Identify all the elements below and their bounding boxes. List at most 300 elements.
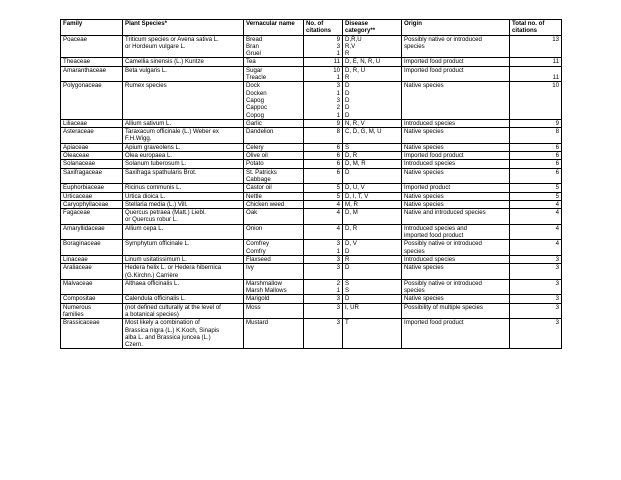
cell-origin	[402, 160, 510, 168]
cell-disease-category	[343, 66, 402, 82]
cell-disease-category-line: D, I, T, V	[345, 192, 369, 200]
cell-origin-line: Imported food product	[404, 319, 464, 327]
cell-disease-category-line: D, R, U	[345, 66, 365, 74]
cell-family-line: Compositae	[63, 295, 96, 303]
cell-vernacular-name	[244, 82, 304, 119]
cell-family	[61, 128, 123, 144]
cell-total-citations-line: 4	[555, 240, 559, 248]
cell-family	[61, 152, 123, 160]
cell-family-line: Urticaceae	[63, 192, 93, 200]
cell-no-of-citations-line: 9	[336, 119, 340, 127]
cell-disease-category-line: D	[345, 82, 350, 90]
cell-total-citations-line: 8	[555, 128, 559, 136]
cell-origin-line: Imported food product	[404, 58, 464, 66]
cell-family	[61, 58, 123, 66]
cell-plant-species-line: Stellaria media (L.) Vill.	[125, 200, 188, 208]
cell-vernacular-name	[244, 66, 304, 82]
cell-plant-species	[123, 58, 244, 66]
cell-plant-species-line: or Hordeum vulgare L.	[125, 42, 186, 50]
cell-total-citations-line: 4	[555, 200, 559, 208]
cell-origin	[402, 128, 510, 144]
cell-disease-category	[343, 295, 402, 303]
table-row	[61, 152, 562, 160]
cell-no-of-citations-line: 8	[336, 128, 340, 136]
cell-total-citations	[510, 240, 562, 256]
cell-disease-category-line: S	[345, 279, 350, 287]
table-row	[61, 35, 562, 58]
cell-no-of-citations-line: 3	[336, 264, 340, 272]
cell-total-citations-line: 4	[555, 224, 559, 232]
cell-family	[61, 240, 123, 256]
header-family: Family	[61, 20, 123, 36]
cell-plant-species	[123, 143, 244, 151]
cell-family-line: Polygonaceae	[63, 82, 102, 90]
cell-no-of-citations	[304, 240, 343, 256]
table-row	[61, 224, 562, 240]
cell-origin-line: Native species	[404, 143, 444, 151]
cell-origin-line: species	[404, 42, 425, 50]
table-row	[61, 128, 562, 144]
cell-no-of-citations-line: 1	[336, 247, 340, 255]
cell-family-line: Linaceae	[63, 255, 88, 263]
cell-total-citations-line	[512, 67, 559, 74]
cell-total-citations-line: 6	[555, 152, 559, 160]
cell-plant-species-line: Althaea officinalis L.	[125, 279, 180, 287]
cell-family	[61, 184, 123, 192]
cell-no-of-citations-line: 3	[336, 240, 340, 248]
cell-vernacular-name-line: Chicken weed	[246, 200, 285, 208]
cell-disease-category-line: M, R	[345, 200, 358, 208]
cell-disease-category-line: D, V	[345, 240, 357, 248]
cell-plant-species-line: Brassica nigra (L.) K.Koch, Sinapis	[125, 326, 220, 334]
cell-total-citations	[510, 192, 562, 200]
cell-family-line: Fagaceae	[63, 209, 91, 217]
cell-disease-category	[343, 160, 402, 168]
cell-disease-category-line: D, R	[345, 152, 358, 160]
cell-origin-line: imported food product	[404, 232, 464, 240]
cell-vernacular-name	[244, 303, 304, 319]
cell-disease-category	[343, 192, 402, 200]
table-body	[61, 35, 562, 349]
cell-plant-species	[123, 209, 244, 225]
cell-origin	[402, 224, 510, 240]
cell-total-citations	[510, 303, 562, 319]
cell-total-citations	[510, 295, 562, 303]
cell-vernacular-name-line: Copog	[246, 111, 264, 119]
cell-vernacular-name-line: Marigold	[246, 295, 270, 303]
cell-vernacular-name-line: Castor oil	[246, 184, 272, 192]
cell-no-of-citations	[304, 66, 343, 82]
cell-no-of-citations	[304, 295, 343, 303]
cell-origin-line: Native species	[404, 192, 444, 200]
table-row	[61, 143, 562, 151]
cell-disease-category-line: D	[345, 89, 350, 97]
cell-plant-species-line: (not defined culturally at the level of	[125, 303, 221, 311]
cell-total-citations-line: 6	[555, 160, 559, 168]
cell-family-line: Solanaceae	[63, 160, 96, 168]
cell-disease-category-line: N, R, V	[345, 119, 365, 127]
cell-disease-category	[343, 152, 402, 160]
cell-disease-category-line: R	[345, 74, 350, 82]
cell-no-of-citations	[304, 184, 343, 192]
cell-vernacular-name-line: Flaxseed	[246, 255, 271, 263]
cell-plant-species	[123, 200, 244, 208]
cell-origin	[402, 295, 510, 303]
cell-plant-species-line: Linum usitatissimum L.	[125, 255, 187, 263]
cell-origin-line: Imported food product	[404, 66, 464, 74]
cell-family	[61, 119, 123, 127]
cell-disease-category	[343, 82, 402, 119]
cell-disease-category-line: I, UR	[345, 303, 359, 311]
cell-vernacular-name	[244, 143, 304, 151]
header-origin: Origin	[402, 20, 510, 36]
cell-plant-species-line: Most likely a combination of	[125, 319, 200, 327]
cell-plant-species	[123, 66, 244, 82]
cell-origin	[402, 192, 510, 200]
cell-origin-line: Possibly native or introduced	[404, 279, 482, 287]
cell-vernacular-name-line: Bran	[246, 42, 259, 50]
cell-family	[61, 209, 123, 225]
cell-disease-category-line: D	[345, 96, 350, 104]
cell-disease-category	[343, 240, 402, 256]
cell-family-line: Boraginaceae	[63, 240, 101, 248]
cell-total-citations	[510, 168, 562, 184]
cell-vernacular-name	[244, 319, 304, 349]
cell-no-of-citations-line: 3	[336, 82, 340, 90]
cell-total-citations-line: 3	[555, 255, 559, 263]
cell-no-of-citations-line: 2	[336, 104, 340, 112]
cell-no-of-citations-line: 3	[336, 319, 340, 327]
table-row	[61, 264, 562, 280]
cell-no-of-citations	[304, 192, 343, 200]
cell-plant-species-line: Beta vulgaris L.	[125, 66, 168, 74]
cell-plant-species-line: Saxifraga spathularis Brot.	[125, 168, 197, 176]
cell-disease-category-line: D	[345, 168, 350, 176]
cell-no-of-citations-line: 1	[336, 50, 340, 58]
cell-plant-species	[123, 168, 244, 184]
cell-disease-category-line: C, D, G, M, U	[345, 128, 382, 136]
cell-total-citations	[510, 152, 562, 160]
cell-total-citations	[510, 82, 562, 119]
table-row	[61, 200, 562, 208]
cell-total-citations	[510, 35, 562, 58]
cell-total-citations-line: 5	[555, 192, 559, 200]
cell-family	[61, 255, 123, 263]
cell-origin-line: Introduced species	[404, 255, 456, 263]
cell-plant-species	[123, 264, 244, 280]
cell-family	[61, 160, 123, 168]
header-vernacular-name: Vernacular name	[244, 20, 304, 36]
cell-plant-species	[123, 279, 244, 295]
cell-plant-species-line: Allium sativum L.	[125, 119, 172, 127]
cell-no-of-citations-line: 6	[336, 152, 340, 160]
cell-total-citations-line: 9	[555, 119, 559, 127]
cell-disease-category-line: R,V	[345, 42, 356, 50]
cell-total-citations-line: 3	[555, 295, 559, 303]
cell-total-citations-line: 3	[555, 319, 559, 327]
cell-vernacular-name	[244, 209, 304, 225]
cell-vernacular-name-line: Cabbage	[246, 175, 271, 183]
cell-vernacular-name	[244, 255, 304, 263]
cell-plant-species	[123, 224, 244, 240]
cell-no-of-citations-line: 1	[336, 287, 340, 295]
cell-plant-species-line: Czern.	[125, 341, 143, 349]
cell-no-of-citations-line: 3	[336, 303, 340, 311]
cell-family-line: Amaryllidaceae	[63, 224, 105, 232]
cell-plant-species-line: Calendula officinalis L.	[125, 295, 186, 303]
table-row	[61, 319, 562, 349]
cell-vernacular-name-line: Dandelion	[246, 128, 274, 136]
cell-disease-category-line: D, M	[345, 209, 358, 217]
cell-disease-category	[343, 209, 402, 225]
cell-no-of-citations-line: 9	[336, 35, 340, 43]
cell-family-line: Euphorbiaceae	[63, 184, 104, 192]
cell-vernacular-name-line: Tea	[246, 58, 256, 66]
cell-total-citations	[510, 128, 562, 144]
cell-disease-category-line: D	[345, 264, 350, 272]
cell-family	[61, 319, 123, 349]
cell-total-citations-line: 5	[555, 184, 559, 192]
cell-plant-species-line: Urtica dioica L.	[125, 192, 166, 200]
table-header-row	[61, 20, 562, 36]
cell-total-citations	[510, 255, 562, 263]
cell-family	[61, 35, 123, 58]
cell-family-line: Saxifragaceae	[63, 168, 102, 176]
cell-total-citations-line: 3	[555, 279, 559, 287]
document-page	[60, 19, 561, 349]
cell-vernacular-name-line: Treacle	[246, 74, 267, 82]
cell-origin	[402, 255, 510, 263]
table-row	[61, 66, 562, 82]
table-row	[61, 119, 562, 127]
cell-total-citations	[510, 319, 562, 349]
cell-vernacular-name	[244, 264, 304, 280]
cell-plant-species-line: or Quercus robur L.	[125, 216, 178, 224]
cell-plant-species-line: Quercus petraea (Matt.) Liebl.	[125, 209, 206, 217]
cell-vernacular-name-line: Ivy	[246, 264, 254, 272]
cell-no-of-citations	[304, 200, 343, 208]
cell-plant-species	[123, 295, 244, 303]
cell-plant-species-line: Apium graveolens L.	[125, 143, 181, 151]
cell-vernacular-name-line: Cappoc	[246, 104, 268, 112]
cell-no-of-citations	[304, 160, 343, 168]
cell-family-line: Amaranthaceae	[63, 66, 107, 74]
cell-no-of-citations	[304, 168, 343, 184]
cell-disease-category	[343, 303, 402, 319]
cell-family	[61, 279, 123, 295]
cell-origin	[402, 240, 510, 256]
cell-total-citations	[510, 209, 562, 225]
cell-family-line: Numerous	[63, 303, 92, 311]
cell-vernacular-name	[244, 200, 304, 208]
cell-plant-species-line: Solanum tuberosum L.	[125, 160, 187, 168]
cell-no-of-citations	[304, 152, 343, 160]
plant-species-table	[60, 19, 562, 349]
cell-disease-category	[343, 168, 402, 184]
cell-plant-species	[123, 119, 244, 127]
cell-no-of-citations	[304, 58, 343, 66]
table-row	[61, 295, 562, 303]
cell-plant-species-line: a botanical species)	[125, 310, 179, 318]
cell-disease-category-line: D, E, N, R, U	[345, 58, 381, 66]
cell-plant-species-line: Symphytum officinale L.	[125, 240, 190, 248]
cell-no-of-citations	[304, 82, 343, 119]
cell-no-of-citations-line: 11	[333, 58, 340, 66]
cell-total-citations	[510, 119, 562, 127]
cell-total-citations	[510, 66, 562, 82]
cell-origin	[402, 119, 510, 127]
cell-vernacular-name	[244, 35, 304, 58]
cell-disease-category	[343, 119, 402, 127]
cell-disease-category-line: S	[345, 143, 350, 151]
cell-vernacular-name-line: Gruel	[246, 50, 261, 58]
cell-plant-species	[123, 82, 244, 119]
cell-origin-line: Native species	[404, 82, 444, 90]
header-no-of-citations: No. of citations	[304, 20, 343, 36]
cell-origin-line: Imported product	[404, 184, 451, 192]
cell-vernacular-name-line: St. Patricks	[246, 168, 277, 176]
cell-origin	[402, 58, 510, 66]
cell-plant-species-line: Allium cepa L.	[125, 224, 164, 232]
cell-disease-category	[343, 255, 402, 263]
cell-total-citations-line: 13	[552, 35, 559, 43]
cell-vernacular-name	[244, 192, 304, 200]
cell-plant-species-line: Rumex species	[125, 82, 167, 90]
header-plant-species: Plant Species*	[123, 20, 244, 36]
cell-vernacular-name-line: Docken	[246, 89, 267, 97]
cell-origin	[402, 319, 510, 349]
cell-total-citations-line: 11	[552, 58, 559, 66]
cell-plant-species-line: Camellia sinensis (L.) Kuntze	[125, 58, 204, 66]
cell-family-line: families	[63, 310, 84, 318]
cell-no-of-citations-line: 3	[336, 96, 340, 104]
cell-plant-species	[123, 35, 244, 58]
cell-no-of-citations	[304, 255, 343, 263]
cell-origin	[402, 168, 510, 184]
cell-no-of-citations	[304, 209, 343, 225]
table-row	[61, 160, 562, 168]
cell-no-of-citations	[304, 143, 343, 151]
cell-vernacular-name	[244, 279, 304, 295]
cell-total-citations	[510, 200, 562, 208]
cell-family-line: Malvaceae	[63, 279, 93, 287]
cell-no-of-citations-line: 3	[336, 255, 340, 263]
cell-disease-category-line: D, U, V	[345, 184, 365, 192]
cell-family-line: Araliaceae	[63, 264, 92, 272]
cell-disease-category	[343, 128, 402, 144]
cell-no-of-citations-line: 5	[336, 184, 340, 192]
cell-plant-species-line: (G.Kirchn.) Carrière	[125, 271, 179, 279]
cell-family	[61, 295, 123, 303]
cell-family-line: Brassicaceae	[63, 319, 100, 327]
cell-vernacular-name	[244, 295, 304, 303]
cell-family-line: Liliaceae	[63, 119, 88, 127]
cell-no-of-citations	[304, 279, 343, 295]
table-row	[61, 168, 562, 184]
cell-disease-category	[343, 58, 402, 66]
cell-disease-category	[343, 35, 402, 58]
cell-origin	[402, 209, 510, 225]
cell-disease-category	[343, 200, 402, 208]
cell-vernacular-name-line: Garlic	[246, 119, 262, 127]
cell-family	[61, 224, 123, 240]
cell-origin-line: Introduced species	[404, 119, 456, 127]
cell-no-of-citations-line: 6	[336, 160, 340, 168]
cell-no-of-citations-line: 1	[336, 111, 340, 119]
cell-vernacular-name	[244, 152, 304, 160]
cell-origin	[402, 35, 510, 58]
cell-family	[61, 200, 123, 208]
cell-origin-line: Native species	[404, 200, 444, 208]
cell-no-of-citations-line: 2	[336, 279, 340, 287]
cell-plant-species-line: Hedera helix L. or Hedera hibernica	[125, 264, 222, 272]
cell-vernacular-name-line: Comfry	[246, 247, 266, 255]
cell-origin	[402, 264, 510, 280]
cell-vernacular-name	[244, 119, 304, 127]
cell-plant-species-line: Triticum species or Avena sativa L.	[125, 35, 219, 43]
cell-disease-category-line: S	[345, 287, 350, 295]
cell-family	[61, 264, 123, 280]
cell-plant-species	[123, 303, 244, 319]
table-row	[61, 209, 562, 225]
cell-origin	[402, 66, 510, 82]
cell-family-line: Apiaceae	[63, 143, 89, 151]
cell-no-of-citations	[304, 128, 343, 144]
cell-plant-species-line: Ricinus communis L.	[125, 184, 182, 192]
table-row	[61, 279, 562, 295]
cell-disease-category	[343, 224, 402, 240]
table-row	[61, 240, 562, 256]
cell-vernacular-name-line: Marsh Mallows	[246, 287, 287, 295]
cell-total-citations	[510, 160, 562, 168]
cell-disease-category	[343, 264, 402, 280]
cell-total-citations-line: 3	[555, 264, 559, 272]
cell-origin	[402, 200, 510, 208]
cell-disease-category-line: R	[345, 255, 350, 263]
cell-plant-species-line: F.H.Wigg.	[125, 135, 152, 143]
cell-family	[61, 192, 123, 200]
cell-origin-line: Imported food product	[404, 152, 464, 160]
cell-total-citations-line: 6	[555, 143, 559, 151]
cell-no-of-citations-line: 1	[336, 89, 340, 97]
cell-disease-category-line: D	[345, 111, 350, 119]
header-disease-category: Disease category**	[343, 20, 402, 36]
cell-family-line: Theaceae	[63, 58, 91, 66]
cell-total-citations	[510, 279, 562, 295]
cell-disease-category-line: D, M, R	[345, 160, 366, 168]
cell-vernacular-name-line: Olive oil	[246, 152, 268, 160]
cell-origin	[402, 184, 510, 192]
cell-disease-category-line: D	[345, 295, 350, 303]
cell-vernacular-name-line: Sugar	[246, 66, 263, 74]
cell-vernacular-name-line: Onion	[246, 224, 263, 232]
cell-vernacular-name-line: Moss	[246, 303, 261, 311]
cell-total-citations	[510, 58, 562, 66]
cell-family-line: Caryophyllaceae	[63, 200, 109, 208]
cell-vernacular-name-line: Capog	[246, 96, 264, 104]
cell-vernacular-name	[244, 160, 304, 168]
cell-plant-species	[123, 128, 244, 144]
cell-no-of-citations-line: 10	[333, 66, 340, 74]
cell-origin-line: Possibly native or introduced	[404, 240, 482, 248]
cell-origin-line: Native species	[404, 264, 444, 272]
cell-vernacular-name-line: Potato	[246, 160, 264, 168]
cell-disease-category	[343, 184, 402, 192]
cell-family-line: Oleaceae	[63, 152, 90, 160]
cell-disease-category-line: D	[345, 104, 350, 112]
cell-no-of-citations	[304, 303, 343, 319]
cell-no-of-citations-line: 1	[336, 74, 340, 82]
